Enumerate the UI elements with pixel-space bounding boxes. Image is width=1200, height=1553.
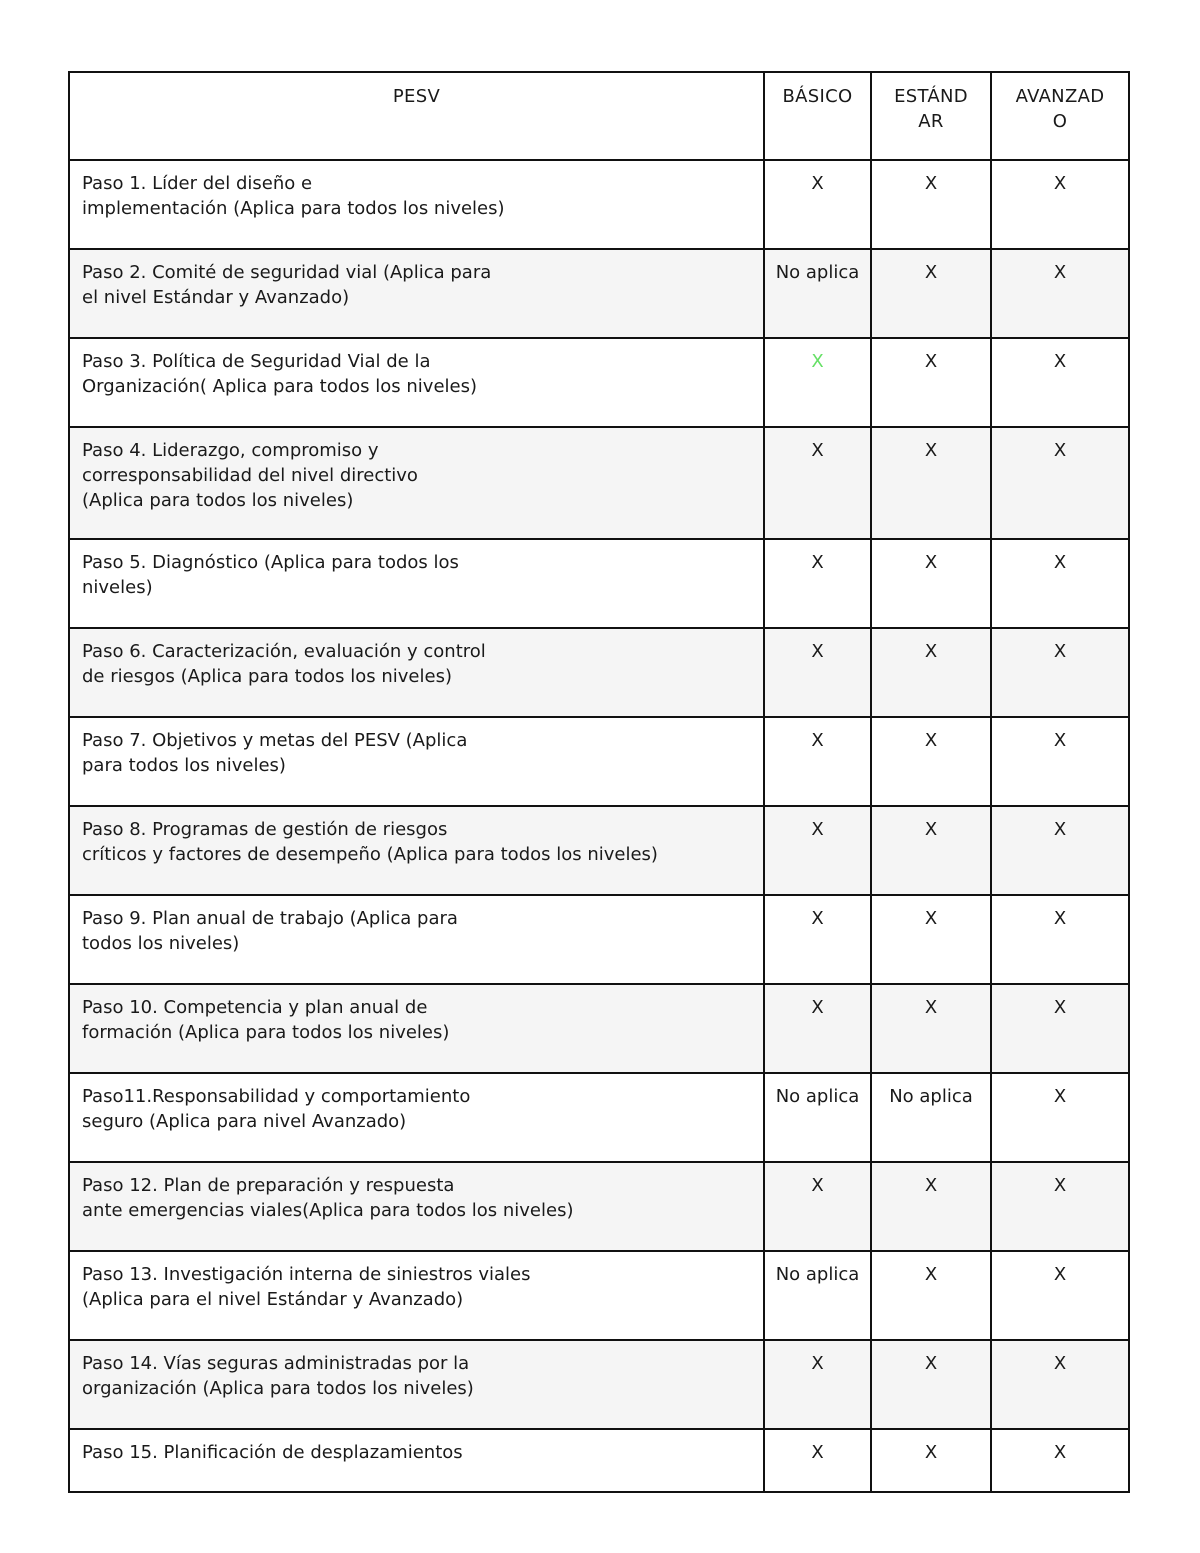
- estandar-cell: X: [871, 984, 991, 1073]
- estandar-cell: X: [871, 338, 991, 427]
- estandar-cell: X: [871, 427, 991, 539]
- table-row: [69, 427, 1129, 539]
- table-row: [69, 160, 1129, 249]
- basico-cell: X: [764, 427, 871, 539]
- avanzado-cell: X: [991, 1073, 1129, 1162]
- avanzado-cell: X: [991, 338, 1129, 427]
- step-cell: Paso 12. Plan de preparación y respuesta ante emergencias viales(Aplica para todos los niveles): [69, 1162, 764, 1251]
- step-cell: Paso 8. Programas de gestión de riesgos críticos y factores de desempeño (Aplica para todos los niveles): [69, 806, 764, 895]
- estandar-cell: X: [871, 1162, 991, 1251]
- basico-cell: X: [764, 539, 871, 628]
- table-row: [69, 249, 1129, 338]
- avanzado-cell: X: [991, 1429, 1129, 1492]
- basico-cell: No aplica: [764, 1073, 871, 1162]
- basico-cell: X: [764, 1340, 871, 1429]
- header-estandar: [871, 72, 991, 160]
- header-row: [69, 72, 1129, 160]
- step-cell: Paso 5. Diagnóstico (Aplica para todos los niveles): [69, 539, 764, 628]
- header-avanzado-label: AVANZAD O: [1015, 86, 1105, 132]
- estandar-cell: X: [871, 1429, 991, 1492]
- step-cell: Paso 4. Liderazgo, compromiso y corresponsabilidad del nivel directivo (Aplica para todos los niveles): [69, 427, 764, 539]
- step-cell: Paso 13. Investigación interna de siniestros viales (Aplica para el nivel Estándar y Avanzado): [69, 1251, 764, 1340]
- step-cell: Paso 7. Objetivos y metas del PESV (Aplica para todos los niveles): [69, 717, 764, 806]
- basico-cell: No aplica: [764, 1251, 871, 1340]
- table-row: [69, 984, 1129, 1073]
- pesv-levels-table: [68, 71, 1130, 1493]
- step-cell: Paso 3. Política de Seguridad Vial de la Organización( Aplica para todos los niveles): [69, 338, 764, 427]
- basico-cell: X: [764, 160, 871, 249]
- step-cell: Paso 2. Comité de seguridad vial (Aplica para el nivel Estándar y Avanzado): [69, 249, 764, 338]
- header-pesv: PESV: [69, 72, 764, 160]
- basico-cell: X: [764, 717, 871, 806]
- step-cell: Paso 10. Competencia y plan anual de formación (Aplica para todos los niveles): [69, 984, 764, 1073]
- estandar-cell: X: [871, 806, 991, 895]
- table-row: [69, 1429, 1129, 1492]
- step-cell: Paso 6. Caracterización, evaluación y control de riesgos (Aplica para todos los niveles): [69, 628, 764, 717]
- header-estandar-label: ESTÁND AR: [894, 86, 968, 132]
- estandar-cell: X: [871, 1251, 991, 1340]
- avanzado-cell: X: [991, 1251, 1129, 1340]
- estandar-cell: X: [871, 160, 991, 249]
- step-cell: Paso11.Responsabilidad y comportamiento seguro (Aplica para nivel Avanzado): [69, 1073, 764, 1162]
- table-row: [69, 1340, 1129, 1429]
- table-row: [69, 1162, 1129, 1251]
- basico-cell: No aplica: [764, 249, 871, 338]
- table-row: [69, 628, 1129, 717]
- avanzado-cell: X: [991, 1340, 1129, 1429]
- avanzado-cell: X: [991, 717, 1129, 806]
- avanzado-cell: X: [991, 895, 1129, 984]
- avanzado-cell: X: [991, 249, 1129, 338]
- avanzado-cell: X: [991, 984, 1129, 1073]
- step-cell: Paso 15. Planificación de desplazamientos: [69, 1429, 764, 1492]
- avanzado-cell: X: [991, 160, 1129, 249]
- basico-cell: X: [764, 806, 871, 895]
- basico-cell: X: [764, 895, 871, 984]
- avanzado-cell: X: [991, 427, 1129, 539]
- estandar-cell: No aplica: [871, 1073, 991, 1162]
- avanzado-cell: X: [991, 628, 1129, 717]
- estandar-cell: X: [871, 895, 991, 984]
- avanzado-cell: X: [991, 1162, 1129, 1251]
- basico-cell: X: [764, 984, 871, 1073]
- table-row: [69, 895, 1129, 984]
- basico-cell: X: [764, 1162, 871, 1251]
- avanzado-cell: X: [991, 806, 1129, 895]
- avanzado-cell: X: [991, 539, 1129, 628]
- step-cell: Paso 14. Vías seguras administradas por la organización (Aplica para todos los niveles): [69, 1340, 764, 1429]
- header-avanzado: [991, 72, 1129, 160]
- table-row: [69, 338, 1129, 427]
- estandar-cell: X: [871, 539, 991, 628]
- basico-cell: X: [764, 1429, 871, 1492]
- header-basico: BÁSICO: [764, 72, 871, 160]
- table-row: [69, 717, 1129, 806]
- basico-cell: X: [764, 628, 871, 717]
- step-cell: Paso 9. Plan anual de trabajo (Aplica para todos los niveles): [69, 895, 764, 984]
- estandar-cell: X: [871, 717, 991, 806]
- estandar-cell: X: [871, 1340, 991, 1429]
- table-row: [69, 539, 1129, 628]
- step-cell: Paso 1. Líder del diseño e implementación (Aplica para todos los niveles): [69, 160, 764, 249]
- table-row: [69, 806, 1129, 895]
- basico-cell-highlighted: X: [764, 338, 871, 427]
- table-row: [69, 1073, 1129, 1162]
- table-row: [69, 1251, 1129, 1340]
- estandar-cell: X: [871, 628, 991, 717]
- estandar-cell: X: [871, 249, 991, 338]
